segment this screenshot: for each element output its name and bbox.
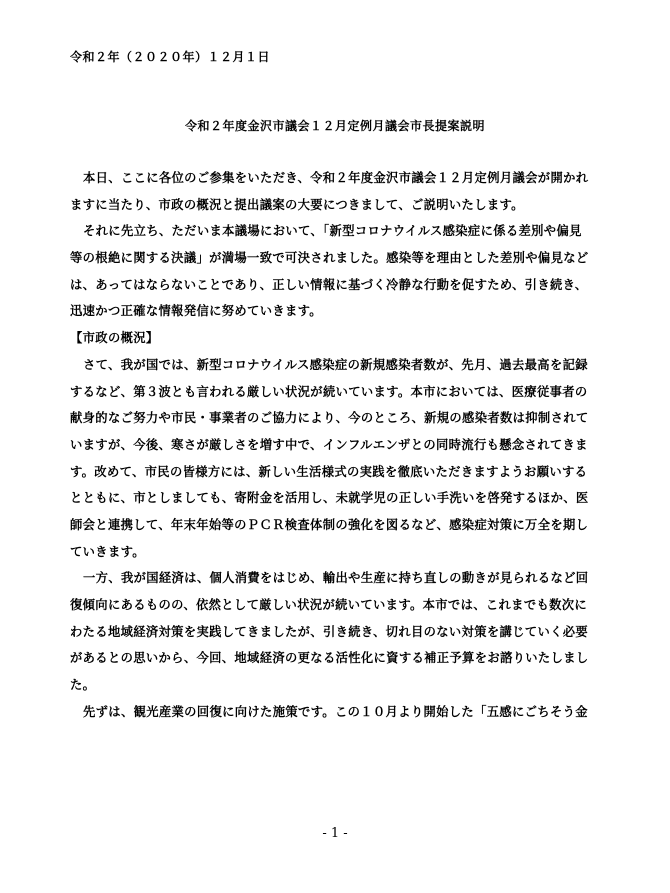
text-line: さて、我が国では、新型コロナウイルス感染症の新規感染者数が、先月、過去最高を記録 (83, 357, 588, 372)
text-line: するなど、第３波とも言われる厳しい状況が続いています。本市においては、医療従事者の (70, 384, 588, 399)
text-line: それに先立ち、ただいま本議場において、「新型コロナウイルス感染症に係る差別や偏見 (83, 224, 582, 239)
text-line: 等の根絶に関する決議」が満場一致で可決されました。感染等を理由とした差別や偏見など (70, 251, 589, 266)
document-title: 令和２年度金沢市議会１２月定例月議会市長提案説明 (184, 119, 485, 133)
text-line: 迅速かつ正確な情報発信に努めていきます。 (70, 304, 322, 319)
text-line: ますに当たり、市政の概況と提出議案の大要につきまして、ご説明いたします。 (70, 197, 524, 212)
text-line: ていきます。 (70, 544, 145, 559)
text-line: た。 (70, 678, 96, 693)
text-line: とともに、市としましても、寄附金を活用し、未就学児の正しい手洗いを啓発するほか、医 (70, 491, 589, 506)
text-line: いますが、今後、寒さが厳しさを増す中で、インフルエンザとの同時流行も懸念されてきま (70, 437, 588, 452)
text-line: 本日、ここに各位のご参集をいただき、令和２年度金沢市議会１２月定例月議会が開かれ (83, 171, 589, 185)
document-body (70, 165, 618, 725)
text-line: は、あってはならないことであり、正しい情報に基づく冷静な行動を促すため、引き続き、 (70, 277, 588, 292)
text-line: があるとの思いから、今回、地域経済の更なる活性化に資する補正予算をお諮りいたしまし (70, 651, 589, 666)
text-line: 復傾向にあるものの、依然として厳しい状況が続いています。本市では、これまでも数次に (70, 598, 588, 612)
text-line: す。改めて、市民の皆様方には、新しい生活様式の実践を徹底いただきますようお願いする (70, 464, 588, 479)
text-line: 一方、我が国経済は、個人消費をはじめ、輸出や生産に持ち直しの動きが見られるなど回 (83, 571, 589, 586)
document-date: 令和２年（２０２０年）１２月１日 (70, 50, 271, 64)
text-line: 先ずは、観光産業の回復に向けた施策です。この１０月より開始した「五感にごちそう金 (83, 704, 588, 719)
page-number: - 1 - (322, 826, 348, 841)
section-heading: 【市政の概況】 (70, 331, 159, 346)
text-line: 献身的なご努力や市民・事業者のご協力により、今のところ、新規の感染者数は抑制されて (70, 411, 589, 426)
text-line: 師会と連携して、年末年始等のＰＣＲ検査体制の強化を図るなど、感染症対策に万全を期し (70, 517, 589, 532)
text-line: わたる地域経済対策を実践してきましたが、引き続き、切れ目のない対策を講じていく必要 (70, 624, 589, 639)
